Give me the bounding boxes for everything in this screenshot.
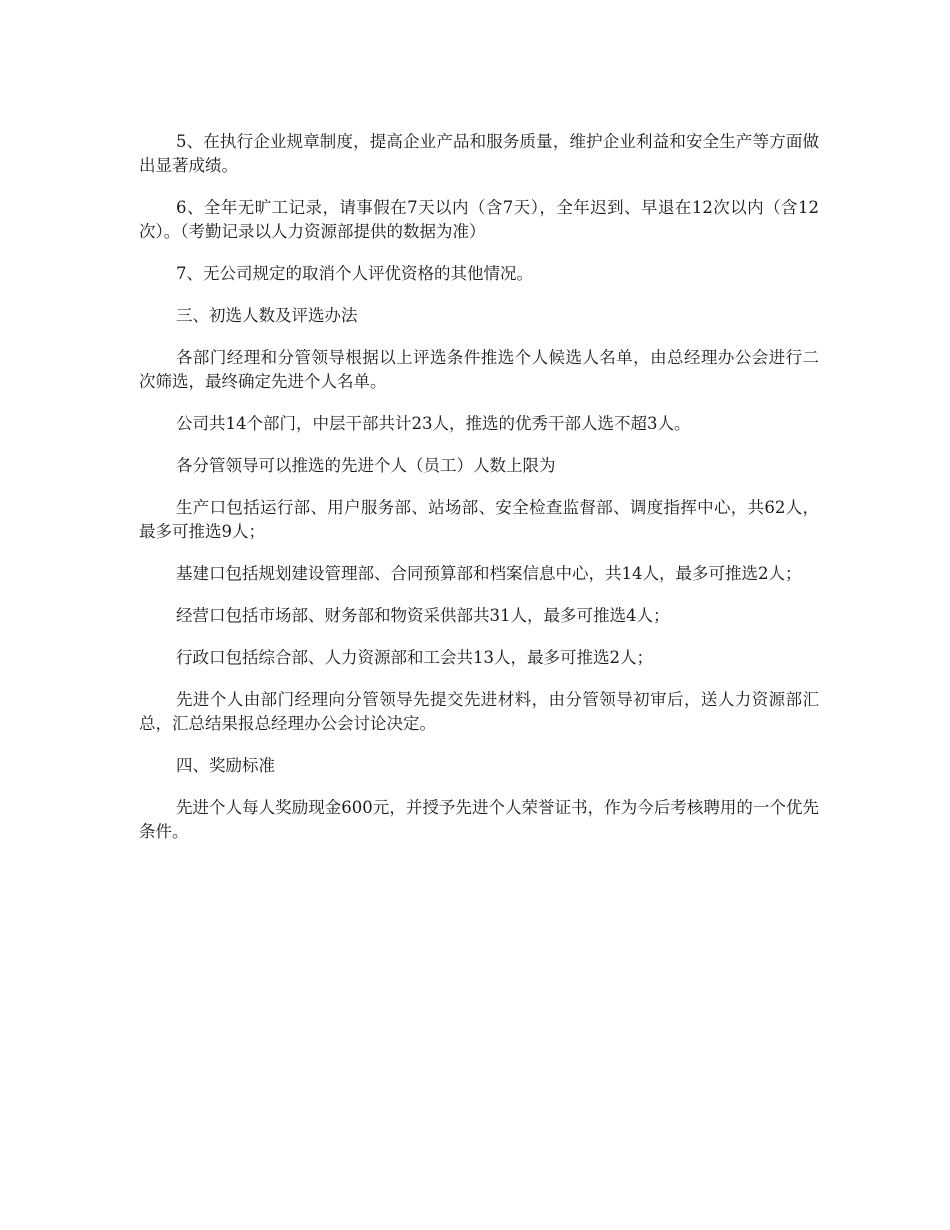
paragraph-quota-intro: 各分管领导可以推选的先进个人（员工）人数上限为 — [176, 456, 556, 475]
paragraph-reward: 先进个人每人奖励现金600元，并授予先进个人荣誉证书，作为今后考核聘用的一个优先条件。 — [139, 798, 819, 841]
paragraph-construction-quota: 基建口包括规划建设管理部、合同预算部和档案信息中心，共14人，最多可推选2人； — [176, 564, 802, 583]
paragraph-submission-process: 先进个人由部门经理向分管领导先提交先进材料，由分管领导初审后，送人力资源部汇总，汇总结果报总经理办公会讨论决定。 — [139, 690, 819, 733]
paragraph-admin-quota: 行政口包括综合部、人力资源部和工会共13人，最多可推选2人； — [176, 648, 653, 667]
paragraph-criterion-7: 7、无公司规定的取消个人评优资格的其他情况。 — [176, 264, 533, 283]
paragraph-department-count: 公司共14个部门，中层干部共计23人，推选的优秀干部人选不超3人。 — [176, 414, 691, 433]
paragraph-criterion-5: 5、在执行企业规章制度，提高企业产品和服务质量，维护企业利益和安全生产等方面做出显著成绩。 — [139, 132, 819, 175]
section-heading-3: 三、初选人数及评选办法 — [176, 306, 358, 325]
paragraph-selection-process: 各部门经理和分管领导根据以上评选条件推选个人候选人名单，由总经理办公会进行二次筛选，最终确定先进个人名单。 — [139, 348, 819, 391]
document-body — [139, 130, 819, 862]
paragraph-criterion-6: 6、全年无旷工记录，请事假在7天以内（含7天），全年迟到、早退在12次以内（含12次）。（考勤记录以人力资源部提供的数据为准） — [139, 198, 819, 241]
paragraph-business-quota: 经营口包括市场部、财务部和物资采供部共31人，最多可推选4人； — [176, 606, 670, 625]
section-heading-4: 四、奖励标准 — [176, 756, 275, 775]
paragraph-production-quota: 生产口包括运行部、用户服务部、站场部、安全检查监督部、调度指挥中心，共62人，最多可推选9人； — [139, 498, 819, 541]
